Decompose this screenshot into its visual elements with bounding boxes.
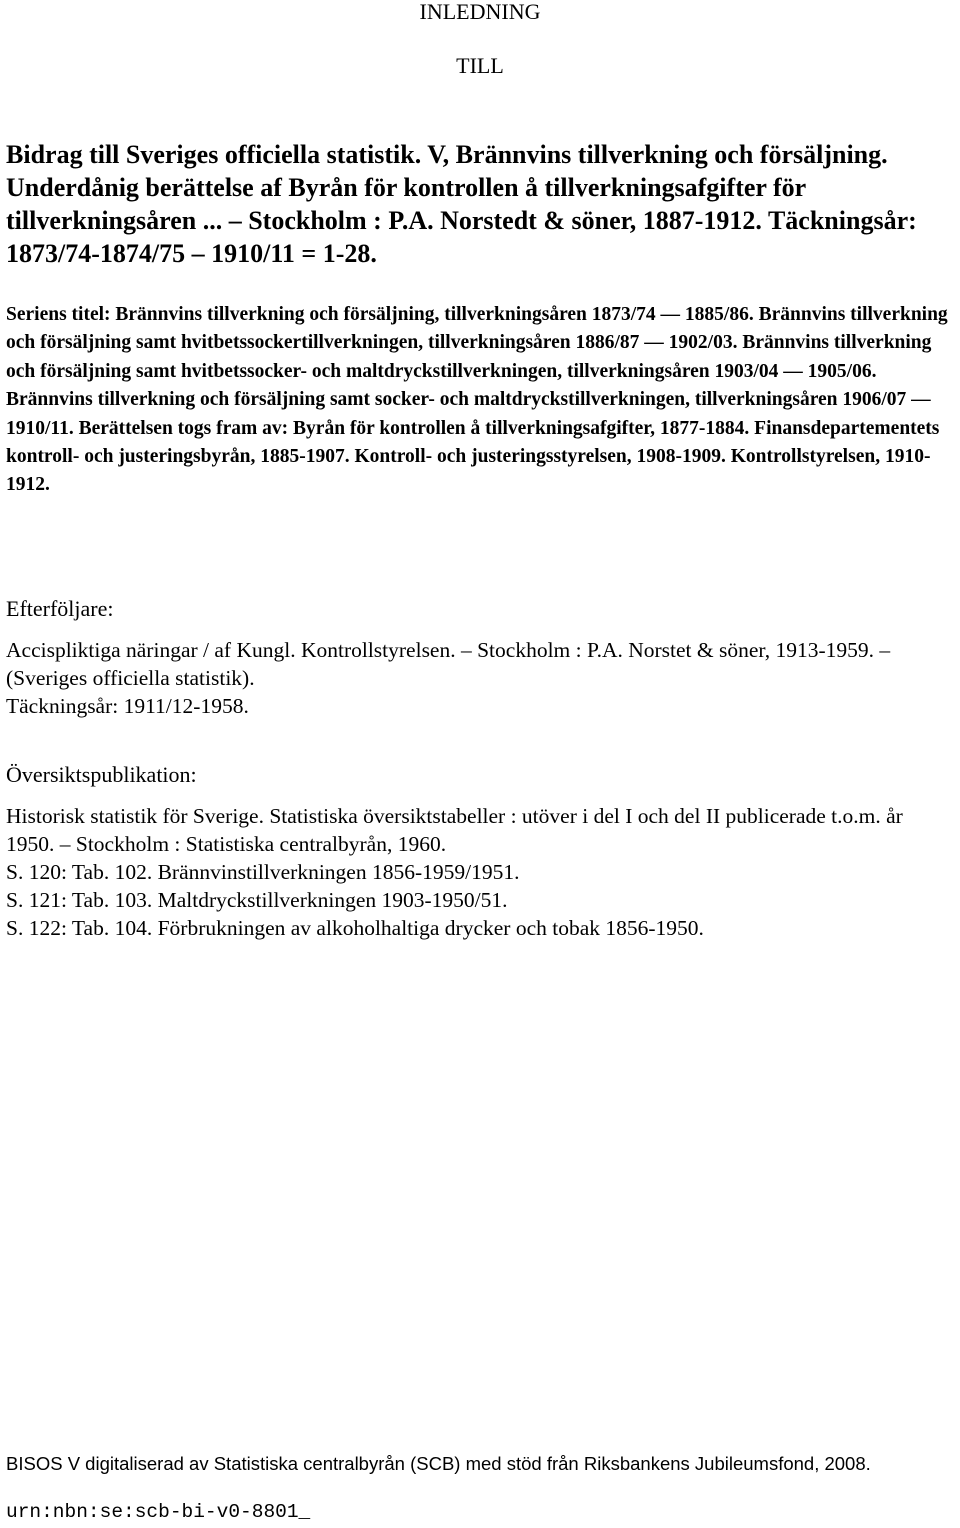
series-titles: Seriens titel: Brännvins tillverkning och försäljning, tillverkningsåren 1873/74 — 1885/86. Brännvins tillverkning och försäljning samt hvitbetssockertillverkningen, tillverkningsåren 1886/87 — 1902/03. Brännvins tillverkning och försäljning samt hvitbetssocker- och maltdryckstillverkningen, tillverkningsåren 1903/04 — 1905/06. Brännvins tillverkning och försäljning samt socker- och maltdryckstillverkningen, tillverkningsåren 1906/07 — 1910/11. [6,304,948,439]
title-block [6,138,946,270]
heading-inledning: INLEDNING [419,0,541,24]
urn-identifier: urn:nbn:se:scb-bi-v0-8801_ [6,1501,311,1523]
series-block [6,301,956,500]
overview-item: S. 120: Tab. 102. Brännvinstillverkningen 1856-1959/1951. [6,860,520,884]
overview-text: Historisk statistik för Sverige. Statistiska översiktstabeller : utöver i del I och del II publicerade t.o.m. år 1950. – Stockholm : Statistiska centralbyrån, 1960. [6,804,903,856]
coverage-years: Täckningsår: 1873/74-1874/75 – 1910/11 = 1-28. [6,206,917,268]
footer-credit: BISOS V digitaliserad av Statistiska centralbyrån (SCB) med stöd från Riksbankens Jubileumsfond, 2008. [6,1453,871,1474]
publication-title: Bidrag till Sveriges officiella statistik. V, Brännvins tillverkning och försäljning. Underdånig berättelse af Byrån för kontrollen å tillverkningsafgifter för tillverkningsåren ... – Stockholm : P.A. Norstedt & söner, 1887-1912. [6,140,888,235]
overview-section [6,802,951,942]
overview-item: S. 121: Tab. 103. Maltdryckstillverkningen 1903-1950/51. [6,888,508,912]
overview-label: Översiktspublikation: [6,762,197,787]
successor-label: Efterföljare: [6,596,114,621]
heading-till: TILL [456,53,504,78]
issued-by: Berättelsen togs fram av: Byrån för kontrollen å tillverkningsafgifter, 1877-1884. Finansdepartementets kontroll- och justeringsbyrån, 1885-1907. Kontroll- och justeringsstyrelsen, 1908-1909. Kontrollstyrelsen, 1910-1912. [6,417,940,496]
successor-text: Accispliktiga näringar / af Kungl. Kontrollstyrelsen. – Stockholm : P.A. Norstet & söner, 1913-1959. – (Sveriges officiella statistik). [6,638,891,690]
successor-coverage: Täckningsår: 1911/12-1958. [6,694,249,718]
successor-section [6,636,951,720]
overview-item: S. 122: Tab. 104. Förbrukningen av alkoholhaltiga drycker och tobak 1856-1950. [6,916,704,940]
